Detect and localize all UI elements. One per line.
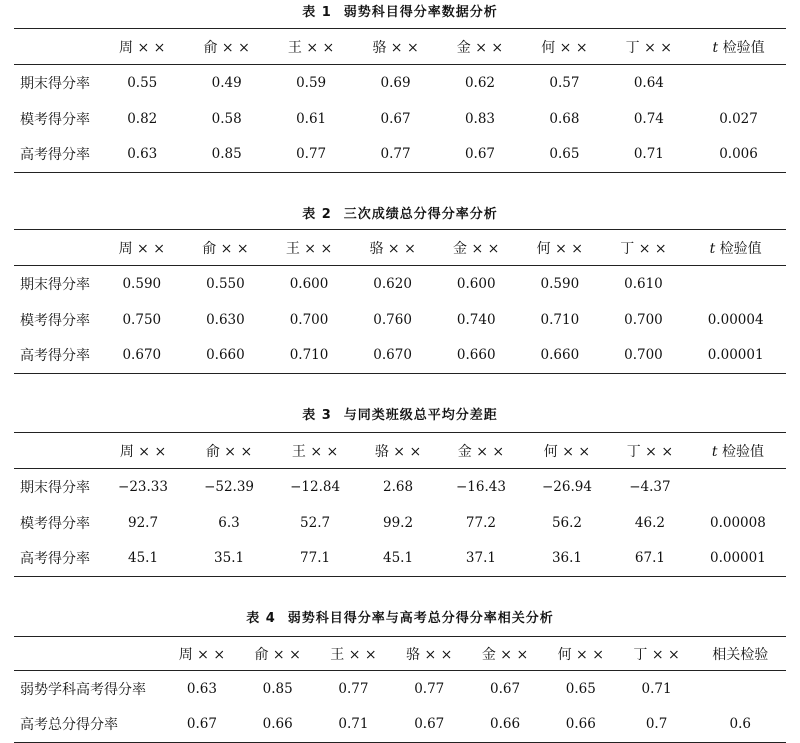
- table-cell: 0.700: [624, 311, 663, 328]
- table-3: [14, 432, 786, 577]
- corner-cell: [14, 433, 100, 469]
- table-row: [14, 469, 786, 505]
- t-label: 检验值: [717, 443, 764, 460]
- table-cell: 0.49: [211, 74, 242, 91]
- table-cell: 0.700: [624, 347, 663, 364]
- table-cell: 0.590: [540, 275, 580, 292]
- header-cell: 何 × ×: [543, 443, 591, 460]
- table-cell: 0.67: [464, 146, 495, 163]
- table-cell: 0.61: [296, 110, 327, 127]
- row-label: 期末得分率: [20, 479, 90, 496]
- row-label: 高考得分率: [20, 348, 90, 365]
- table-cell: 0.660: [540, 347, 580, 364]
- corner-cell: [14, 230, 100, 266]
- row-label: 高考得分率: [20, 147, 90, 164]
- header-cell: 俞 × ×: [205, 443, 253, 460]
- table-row: [14, 505, 786, 541]
- table-cell: 0.57: [549, 74, 580, 91]
- header-cell: 周 × ×: [178, 646, 226, 663]
- table-4-number: 表 4: [246, 611, 276, 626]
- table-cell: 0.85: [262, 680, 293, 697]
- table-row: [14, 541, 786, 577]
- header-cell: 俞 × ×: [202, 240, 249, 257]
- table-cell: 0.68: [549, 110, 580, 127]
- row-label: 模考得分率: [20, 111, 90, 128]
- header-cell: [685, 230, 786, 266]
- header-cell: 金 × ×: [481, 646, 529, 663]
- table-cell: 0.59: [296, 74, 327, 91]
- table-cell: 56.2: [551, 514, 583, 531]
- table-header-row: [14, 433, 786, 469]
- row-label: 模考得分率: [20, 515, 90, 532]
- table-cell: 52.7: [300, 514, 331, 531]
- table-row: [14, 707, 786, 743]
- table-cell: 45.1: [127, 550, 159, 567]
- table-cell: 0.77: [414, 680, 445, 697]
- table-cell: 0.66: [262, 716, 293, 733]
- table-cell: 0.550: [206, 275, 245, 292]
- table-cell: 0.710: [289, 347, 329, 364]
- table-cell: 45.1: [382, 550, 414, 567]
- table-cell: 0.64: [633, 74, 664, 91]
- table-cell: 77.2: [465, 514, 496, 531]
- table-row: [14, 137, 786, 173]
- table-cell: 0.67: [414, 716, 445, 733]
- table-row: [14, 101, 786, 137]
- table-row: [14, 671, 786, 707]
- header-cell: 金 × ×: [456, 39, 504, 56]
- row-label: 弱势学科高考得分率: [20, 681, 146, 698]
- header-cell: 骆 × ×: [374, 443, 422, 460]
- header-cell: 俞 × ×: [254, 646, 301, 663]
- table-4-caption: [0, 609, 800, 629]
- header-cell: 金 × ×: [453, 240, 500, 257]
- table-1: [14, 28, 786, 173]
- table-cell: 0.710: [540, 311, 580, 328]
- table-cell: 0.00008: [710, 514, 766, 531]
- table-cell: 0.027: [719, 110, 758, 127]
- table-cell: 99.2: [382, 514, 414, 531]
- table-header-row: [14, 637, 786, 671]
- table-cell: 67.1: [634, 550, 665, 567]
- table-cell: −16.43: [455, 478, 506, 495]
- table-cell: 0.670: [373, 347, 412, 364]
- t-symbol: t: [711, 443, 718, 460]
- header-cell: 王 × ×: [330, 646, 377, 663]
- table-cell: 0.63: [186, 680, 217, 697]
- row-label: 高考得分率: [20, 551, 90, 568]
- table-3-number: 表 3: [302, 408, 332, 423]
- table-cell: 36.1: [551, 550, 583, 567]
- header-cell: [694, 637, 786, 671]
- table-cell: 0.55: [127, 74, 158, 91]
- table-cell: 0.67: [489, 680, 521, 697]
- table-cell: 0.62: [464, 74, 495, 91]
- table-cell: 0.6: [729, 716, 751, 733]
- table-cell: 0.760: [373, 311, 412, 328]
- table-cell: 0.65: [565, 680, 596, 697]
- table-cell: 0.750: [122, 311, 162, 328]
- table-row: [14, 338, 786, 374]
- table-cell: 0.700: [289, 311, 329, 328]
- header-cell: 何 × ×: [536, 240, 584, 257]
- table-cell: 0.77: [380, 146, 411, 163]
- table-cell: 0.006: [719, 146, 758, 163]
- table-cell: 0.66: [565, 716, 596, 733]
- table-cell: 92.7: [127, 514, 159, 531]
- t-label: 检验值: [715, 240, 762, 257]
- table-2-number: 表 2: [302, 207, 332, 222]
- header-cell: 丁 × ×: [626, 443, 674, 460]
- table-cell: 0.00001: [707, 347, 764, 364]
- table-cell: 0.7: [645, 716, 668, 733]
- table-1-caption: [0, 3, 800, 23]
- table-2-title: 三次成绩总分得分率分析: [343, 207, 498, 222]
- table-cell: 0.67: [380, 110, 411, 127]
- table-cell: 0.58: [211, 110, 242, 127]
- row-label: 期末得分率: [20, 276, 90, 293]
- table-cell: 6.3: [218, 514, 240, 531]
- table-cell: 0.77: [296, 146, 327, 163]
- table-cell: [690, 469, 786, 505]
- header-cell: 金 × ×: [457, 443, 505, 460]
- table-cell: 0.85: [211, 146, 242, 163]
- table-cell: [691, 65, 786, 101]
- table-cell: 0.630: [206, 311, 245, 328]
- table-row: [14, 65, 786, 101]
- table-row: [14, 302, 786, 338]
- table-cell: −52.39: [204, 478, 255, 495]
- header-cell: 周 × ×: [118, 240, 165, 257]
- header-cell: 王 × ×: [285, 240, 333, 257]
- header-cell: 骆 × ×: [372, 39, 419, 56]
- table-cell: 0.71: [641, 680, 672, 697]
- t-label: 检验值: [718, 39, 765, 56]
- header-cell: 周 × ×: [119, 39, 166, 56]
- table-header-row: [14, 29, 786, 65]
- table-cell: 77.1: [300, 550, 331, 567]
- table-2-caption: [0, 205, 800, 225]
- table-cell: 35.1: [214, 550, 245, 567]
- table-cell: −26.94: [542, 478, 592, 495]
- header-cell: 丁 × ×: [633, 646, 680, 663]
- table-cell: 0.620: [373, 275, 412, 292]
- table-4: [14, 636, 786, 743]
- table-3-title: 与同类班级总平均分差距: [343, 408, 498, 423]
- table-cell: 0.610: [624, 275, 663, 292]
- table-cell: 0.74: [633, 110, 664, 127]
- t-symbol: t: [709, 240, 716, 257]
- row-label: 期末得分率: [20, 75, 90, 92]
- header-cell: 俞 × ×: [203, 39, 250, 56]
- header-cell: 周 × ×: [119, 443, 167, 460]
- header-cell: 骆 × ×: [406, 646, 453, 663]
- table-row: [14, 266, 786, 302]
- table-cell: 0.66: [489, 716, 521, 733]
- row-label: 高考总分得分率: [20, 717, 118, 734]
- table-cell: 0.660: [456, 347, 496, 364]
- table-4-title: 弱势科目得分率与高考总分得分率相关分析: [287, 611, 554, 626]
- table-2: [14, 229, 786, 374]
- header-cell: 骆 × ×: [369, 240, 416, 257]
- table-cell: −23.33: [118, 478, 168, 495]
- header-cell: 丁 × ×: [620, 240, 667, 257]
- header-cell: [691, 29, 786, 65]
- table-cell: 0.740: [456, 311, 496, 328]
- table-cell: 0.00001: [710, 550, 766, 567]
- header-cell: 丁 × ×: [625, 39, 673, 56]
- table-cell: 0.63: [127, 146, 158, 163]
- table-cell: 37.1: [465, 550, 496, 567]
- table-cell: 0.660: [206, 347, 245, 364]
- table-cell: 0.77: [338, 680, 369, 697]
- corr-label: 相关检验: [712, 646, 769, 663]
- table-cell: 0.590: [122, 275, 162, 292]
- table-cell: 0.71: [338, 716, 369, 733]
- table-cell: −12.84: [290, 478, 341, 495]
- table-cell: 0.82: [127, 110, 158, 127]
- header-cell: 王 × ×: [291, 443, 339, 460]
- t-symbol: t: [712, 39, 719, 56]
- table-cell: 0.670: [122, 347, 162, 364]
- header-cell: 何 × ×: [541, 39, 588, 56]
- table-cell: 0.83: [464, 110, 495, 127]
- table-3-caption: [0, 406, 800, 426]
- header-cell: 王 × ×: [287, 39, 335, 56]
- table-cell: 0.71: [633, 146, 664, 163]
- header-cell: 何 × ×: [557, 646, 604, 663]
- table-cell: 2.68: [382, 478, 414, 495]
- table-cell: −4.37: [629, 478, 671, 495]
- table-cell: 0.67: [186, 716, 217, 733]
- table-1-title: 弱势科目得分率数据分析: [343, 5, 498, 20]
- table-cell: 0.600: [289, 275, 329, 292]
- table-1-number: 表 1: [302, 5, 332, 20]
- table-cell: 0.69: [380, 74, 411, 91]
- table-cell: 0.600: [456, 275, 496, 292]
- corner-cell: [14, 29, 100, 65]
- corner-cell: [14, 637, 164, 671]
- row-label: 模考得分率: [20, 312, 90, 329]
- header-cell: [690, 433, 786, 469]
- table-cell: 0.65: [549, 146, 580, 163]
- table-cell: [694, 671, 786, 707]
- table-header-row: [14, 230, 786, 266]
- table-cell: [685, 266, 786, 302]
- table-cell: 46.2: [634, 514, 665, 531]
- table-cell: 0.00004: [707, 311, 764, 328]
